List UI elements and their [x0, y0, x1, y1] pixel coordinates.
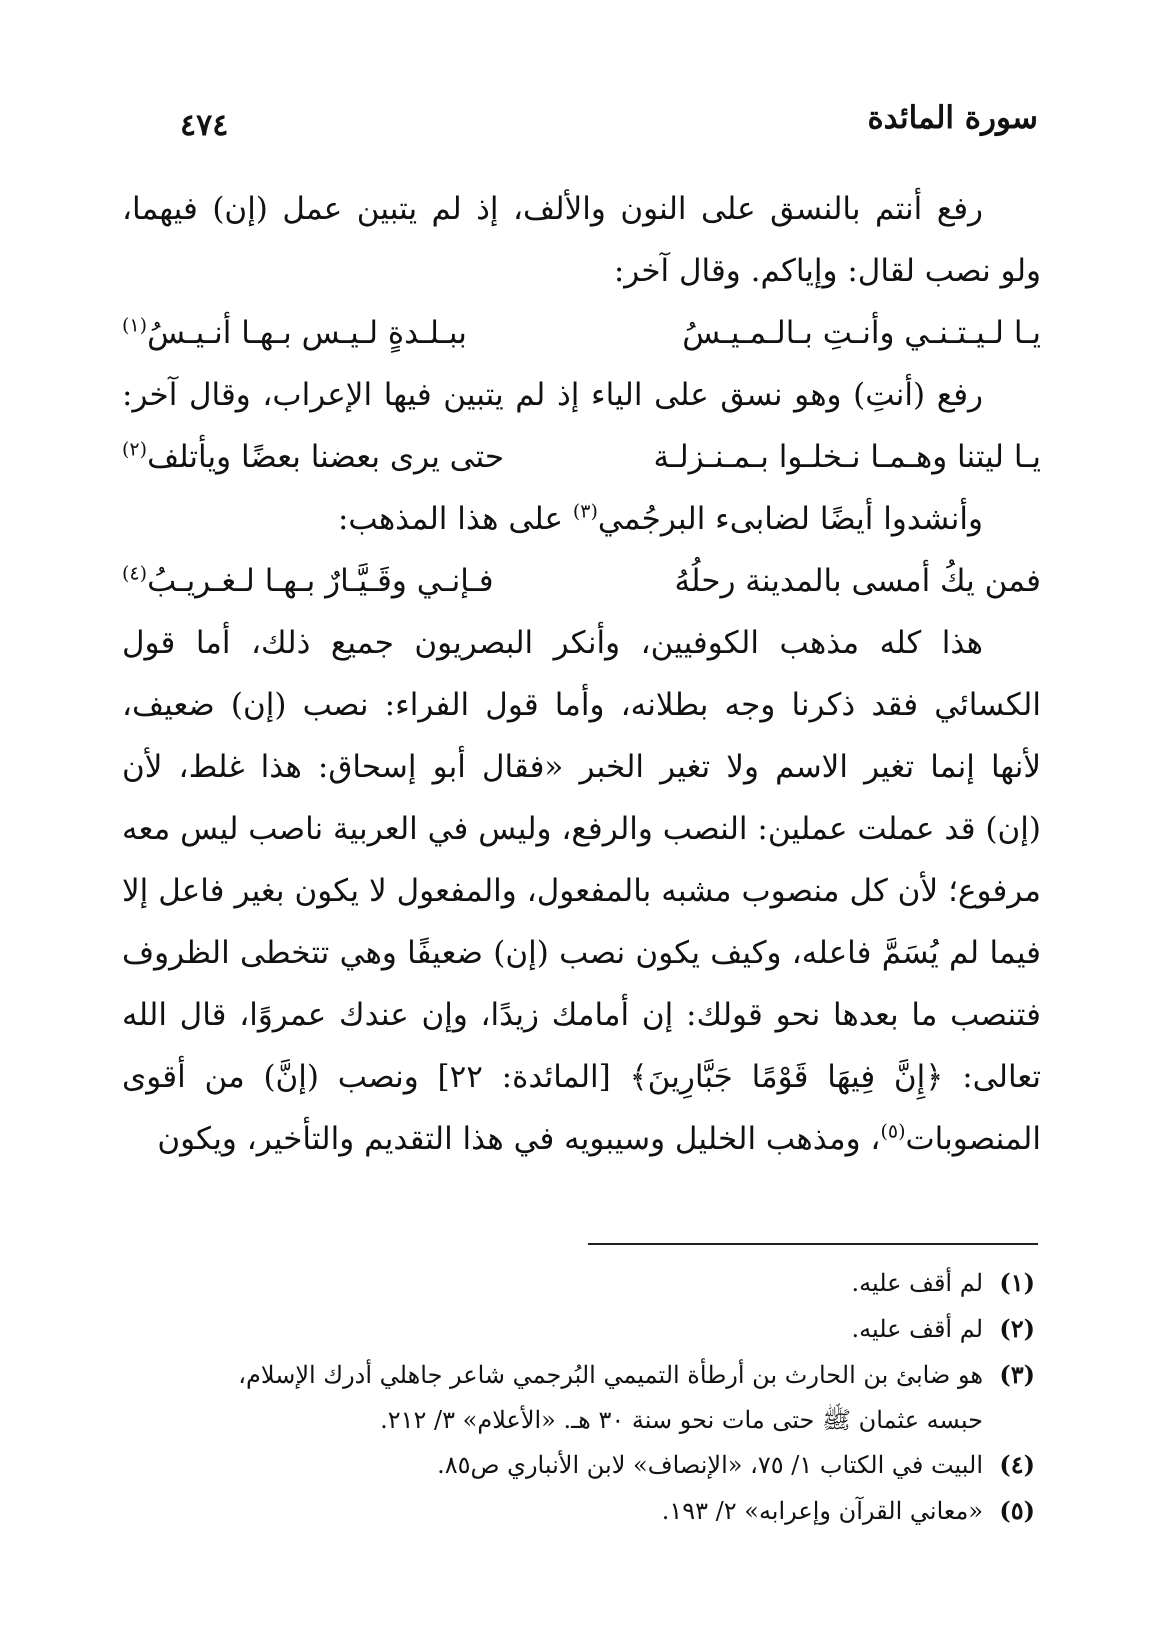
verse-hemistich-first: يـا لـيـتـنـي وأنـتِ بـالـمـيـسُ [682, 315, 1041, 351]
footnote-text: هو ضابئ بن الحارث بن أرطأة التميمي البُرجمي شاعر جاهلي أدرك الإسلام، [238, 1361, 983, 1389]
text-line: الكسائي فقد ذكرنا وجه بطلانه، وأما قول الفراء: نصب (إن) ضعيف، [122, 687, 1041, 723]
footnote-separator [588, 1243, 1038, 1245]
footnote-number: (٤) [999, 1450, 1035, 1479]
text-line [122, 1108, 1041, 1170]
footnote [150, 1306, 1035, 1352]
text-line: رفع (أنتِ) وهو نسق على الياء إذ لم يتبين فيها الإعراب، وقال آخر: [122, 377, 983, 413]
footnote-ref-4[interactable]: (٤) [122, 562, 148, 585]
text-segment: على هذا المذهب: [337, 501, 563, 537]
text-line: تعالى: ﴿إِنَّ فِيهَا قَوْمًا جَبَّارِينَ﴾ [المائدة: ٢٢] ونصب (إنَّ) من أقوى [122, 1059, 1041, 1095]
text-line: مرفوع؛ لأن كل منصوب مشبه بالمفعول، والمفعول لا يكون بغير فاعل إلا [122, 873, 1041, 909]
footnote [150, 1260, 1035, 1306]
text-segment: وأنشدوا أيضًا لضابىء البرجُمي [597, 501, 983, 537]
text-line: رفع أنتم بالنسق على النون والألف، إذ لم يتبين عمل (إن) فيهما، [122, 191, 983, 227]
footnotes [150, 1260, 1035, 1534]
main-text [122, 178, 1041, 1170]
poetry-verse [122, 550, 1041, 612]
footnote-ref-1[interactable]: (١) [122, 314, 148, 337]
poetry-verse [122, 302, 1041, 364]
footnote-number: (٣) [999, 1360, 1035, 1389]
text-line: ولو نصب لقال: وإياكم. وقال آخر: [613, 253, 1041, 289]
verse-hemistich-first: يـا ليتنا وهـمـا نـخلـوا بـمـنـزلـة [653, 439, 1041, 475]
page-header [180, 100, 1038, 150]
verse-hemistich-second [122, 426, 504, 488]
text-line [122, 488, 1041, 550]
footnote-number: (١) [999, 1268, 1035, 1297]
text-line: هذا كله مذهب الكوفيين، وأنكر البصريون جميع ذلك، أما قول [122, 625, 983, 661]
footnote-text: لم أقف عليه. [851, 1269, 983, 1297]
verse-hemistich-second-text: ببـلـدةٍ لـيـس بـهـا أنـيـسُ [147, 315, 467, 351]
footnote-number: (٥) [999, 1496, 1035, 1525]
footnote-number: (٢) [999, 1314, 1035, 1343]
text-segment: المنصوبات [905, 1121, 1041, 1157]
verse-hemistich-first: فمن يكُ أمسى بالمدينة رحلُهُ [674, 563, 1041, 599]
verse-hemistich-second-text: فـإنـي وقَـيَّـارٌ بـهـا لـغـريـبُ [147, 563, 494, 599]
verse-hemistich-second [122, 550, 494, 612]
footnote-text: «معاني القرآن وإعرابه» ٢/ ١٩٣. [661, 1497, 983, 1525]
text-segment: ، ومذهب الخليل وسيبويه في هذا التقديم والتأخير، ويكون [157, 1121, 881, 1157]
footnote-ref-2[interactable]: (٢) [122, 438, 148, 461]
text-line: لأنها إنما تغير الاسم ولا تغير الخبر «فقال أبو إسحاق: هذا غلط، لأن [122, 749, 1041, 785]
page-number: ٤٧٤ [180, 108, 229, 143]
text-line: فتنصب ما بعدها نحو قولك: إن أمامك زيدًا، وإن عندك عمروًا، قال الله [122, 997, 1041, 1033]
footnote-text: لم أقف عليه. [851, 1315, 983, 1343]
footnote-ref-3[interactable]: (٣) [572, 500, 598, 523]
verse-hemistich-second-text: حتى يرى بعضنا بعضًا ويأتلف [147, 439, 505, 475]
footnote [150, 1488, 1035, 1534]
poetry-verse [122, 426, 1041, 488]
footnote [150, 1442, 1035, 1488]
footnote-ref-5[interactable]: (٥) [880, 1120, 906, 1143]
footnote-text: البيت في الكتاب ١/ ٧٥، «الإنصاف» لابن الأنباري ص٨٥. [437, 1451, 983, 1479]
verse-hemistich-second [122, 302, 467, 364]
footnote [150, 1352, 1035, 1398]
running-title: سورة المائدة [867, 100, 1038, 136]
text-line: فيما لم يُسَمَّ فاعله، وكيف يكون نصب (إن) ضعيفًا وهي تتخطى الظروف [122, 935, 1041, 971]
footnote-continuation: حبسه عثمان ﷺ حتى مات نحو سنة ٣٠ هـ. «الأعلام» ٣/ ٢١٢. [380, 1406, 983, 1434]
text-line: (إن) قد عملت عملين: النصب والرفع، وليس في العربية ناصب ليس معه [122, 811, 1041, 847]
